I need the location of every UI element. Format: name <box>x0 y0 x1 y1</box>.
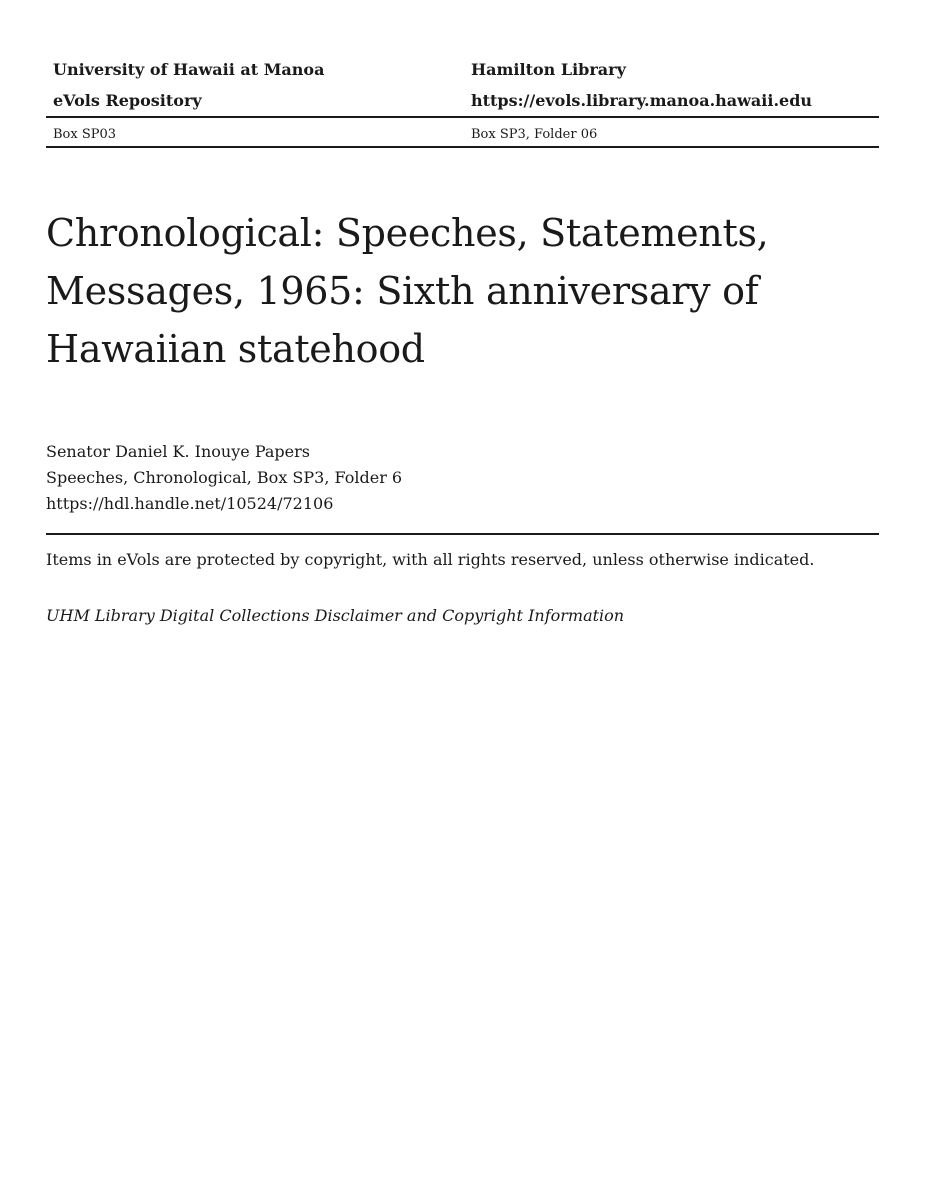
institution-name: University of Hawaii at Manoa <box>53 60 325 79</box>
header-block <box>46 54 879 148</box>
repository-url-link[interactable]: https://evols.library.manoa.hawaii.edu <box>471 91 813 110</box>
repository-name: eVols Repository <box>53 91 202 110</box>
collection-name: Senator Daniel K. Inouye Papers <box>46 442 310 461</box>
cover-page <box>46 0 879 627</box>
header-row-1 <box>46 54 879 85</box>
box-label-left: Box SP03 <box>53 126 117 142</box>
header-bottom-divider <box>46 146 879 148</box>
header-row-3 <box>46 118 879 146</box>
document-title: Chronological: Speeches, Statements, Messages, 1965: Sixth anniversary of Hawaiian statehood <box>46 211 769 371</box>
handle-link[interactable]: https://hdl.handle.net/10524/72106 <box>46 494 334 513</box>
box-label-right: Box SP3, Folder 06 <box>471 126 598 142</box>
disclaimer-link[interactable]: UHM Library Digital Collections Disclaimer and Copyright Information <box>46 606 625 625</box>
rights-statement: Items in eVols are protected by copyright, with all rights reserved, unless otherwise indicated. <box>46 550 815 569</box>
document-metadata <box>46 439 879 517</box>
header-row-2 <box>46 85 879 116</box>
folder-location: Speeches, Chronological, Box SP3, Folder 6 <box>46 468 403 487</box>
library-name: Hamilton Library <box>471 60 626 79</box>
metadata-divider <box>46 533 879 535</box>
